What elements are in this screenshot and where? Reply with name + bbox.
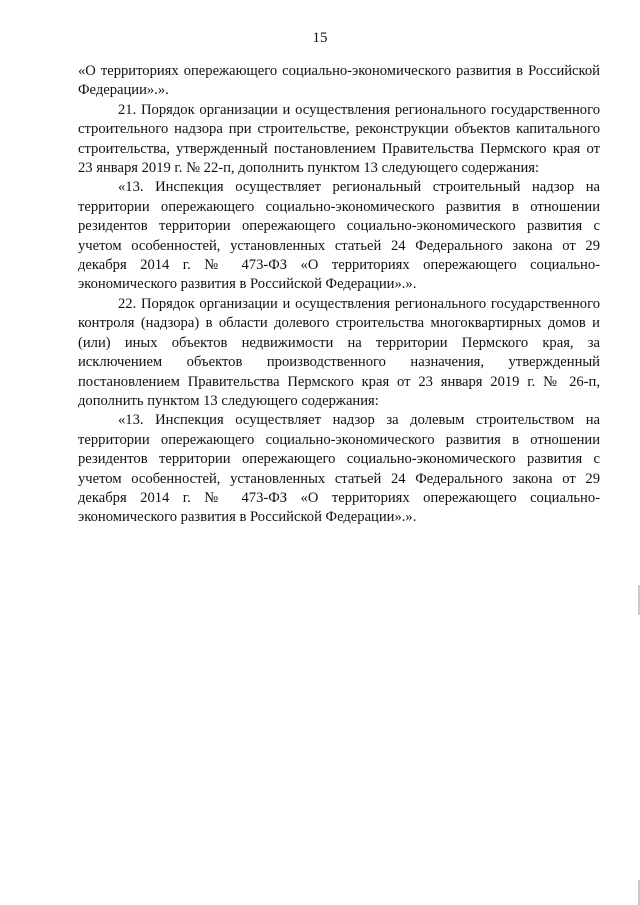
paragraph-continuation: «О территориях опережающего социально-экономического развития в Российской Федерации».».: [78, 63, 600, 99]
paragraph-item-22: 22. Порядок организации и осуществления регионального государственного контроля (надзора) в области долевого строительства многоквартирных домов и (или) иных объектов недвижимости на территории Пермского края, за исключением объектов производственного назначения, утвержденный постановлением Правительства Пермского края от 23 января 2019 г. № 26-п, дополнить пунктом 13 следующего содержания:: [78, 295, 600, 409]
page-number: 15: [312, 30, 328, 46]
paragraph-quote-13-construction: «13. Инспекция осуществляет региональный строительный надзор на территории опережающего социально-экономического развития в отношении резидентов территории опережающего социально-экономического развития с учетом особенностей, установленных статьей 24 Федерального закона от 29 декабря 2014 г. № 473-ФЗ «О территориях опережающего социально-экономического развития в Российской Федерации».».: [78, 179, 600, 293]
document-body: [78, 62, 600, 528]
paragraph-quote-13-shared-construction: «13. Инспекция осуществляет надзор за долевым строительством на территории опережающего социально-экономического развития в отношении резидентов территории опережающего социально-экономического развития с учетом особенностей, установленных статьей 24 Федерального закона от 29 декабря 2014 г. № 473-ФЗ «О территориях опережающего социально-экономического развития в Российской Федерации».».: [78, 412, 600, 526]
paragraph-item-21: 21. Порядок организации и осуществления регионального государственного строительного надзора при строительстве, реконструкции объектов капитального строительства, утвержденный постановлением Правительства Пермского края от 23 января 2019 г. № 22-п, дополнить пунктом 13 следующего содержания:: [78, 101, 600, 177]
